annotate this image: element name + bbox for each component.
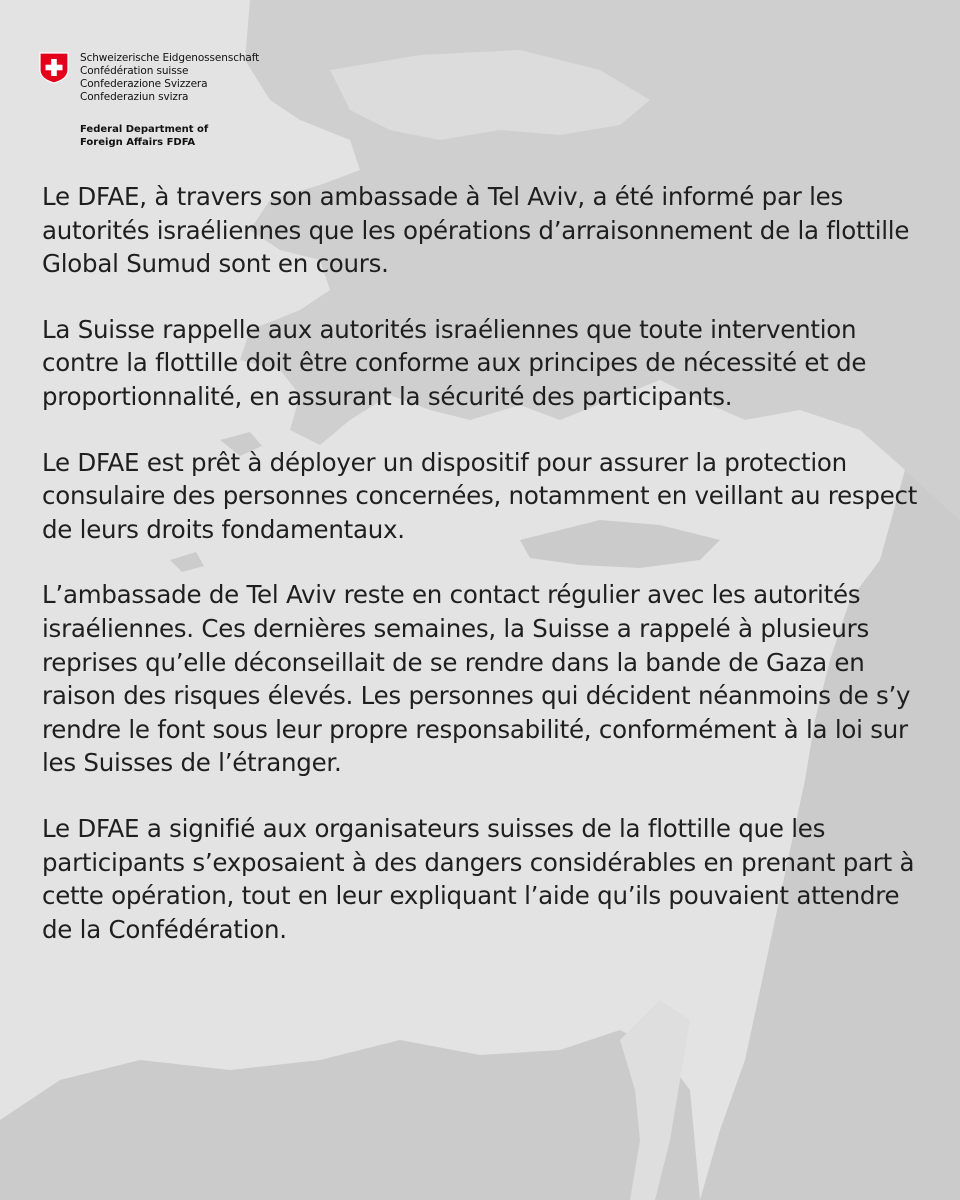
statement-body [42,180,922,978]
department-name [80,123,208,149]
confederation-names [80,52,259,104]
name-romansh: Confederaziun svizra [80,91,189,103]
paragraph-1: Le DFAE, à travers son ambassade à Tel Aviv, a été informé par les autorités israéliennes que les opérations d’arraisonnement de la flottille Global Sumud sont en cours. [42,182,910,279]
department-line-1: Federal Department of [80,124,209,135]
paragraph-5: Le DFAE a signifié aux organisateurs suisses de la flottille que les participants s’exposaient à des dangers considérables en prenant part à cette opération, tout en leur expliquant l’aide qu’ils pouvaient attendre de la Confédération. [42,813,915,944]
paragraph-4: L’ambassade de Tel Aviv reste en contact régulier avec les autorités israéliennes. Ces dernières semaines, la Suisse a rappelé à plusieurs reprises qu’elle déconseillait de se rendre dans la bande de Gaza en raison des risques élevés. Les personnes qui décident néanmoins de s’y rendre le font sous leur propre responsabilité, conformément à la loi sur les Suisses de l’étranger. [42,580,911,778]
name-french: Confédération suisse [80,65,189,77]
name-italian: Confederazione Svizzera [80,78,208,90]
department-line-2: Foreign Affairs FDFA [80,137,196,148]
swiss-flag-icon [38,52,70,84]
name-german: Schweizerische Eidgenossenschaft [80,52,260,64]
paragraph-2: La Suisse rappelle aux autorités israéliennes que toute intervention contre la flottille doit être conforme aux principes de nécessité et de proportionnalité, en assurant la sécurité des participants. [42,314,867,411]
paragraph-3: Le DFAE est prêt à déployer un dispositif pour assurer la protection consulaire des personnes concernées, notamment en veillant au respect de leurs droits fondamentaux. [42,447,918,544]
confederation-logo [38,52,259,104]
map-land-south [0,1030,700,1200]
